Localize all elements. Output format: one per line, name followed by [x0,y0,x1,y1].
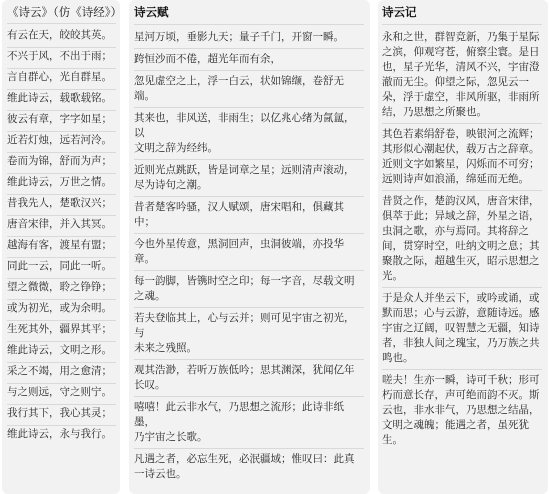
poem-line: 昔我先人，楚歌汉兴； [7,196,116,216]
paragraph-line: 之滨，仰观穹苍，俯察尘寰。是日 [382,46,540,58]
paragraph-line: 永和之世，群智竞新，乃集于星际 [382,31,540,43]
paragraph [382,372,542,451]
paragraph-line: 章。 [134,253,155,265]
paragraph-line: 生。 [382,434,403,446]
poem-line: 生死其外，疆界其平； [7,322,116,342]
fu-paragraphs [134,29,364,485]
column-title: 诗云赋 [134,4,364,25]
paragraph [134,236,364,271]
paragraph-line: 嗟夫！生亦一瞬，诗可千秋；形可 [382,374,540,386]
paragraph-line: 今也外星传意，黑洞回声，虫洞彼端，亦投华 [134,238,344,250]
poem-line: 与之则远，守之则宁。 [7,385,116,405]
poem-line: 越海有客，渡星有盟； [7,238,116,258]
poem-line: 彼云有章，字字如星； [7,112,116,132]
paragraph-line: 者，非独人间之瑰宝，乃万族之共 [382,337,540,349]
poem-column-ji [378,0,548,494]
paragraph-line: 若夫登临其上，心与云并；则可见宇宙之初光，与 [134,312,355,339]
paragraph [134,29,364,49]
paragraph-line: 远则诗声如浪涌，绵延而无绝。 [382,173,529,185]
poem-column-fu [129,0,370,494]
poem-line: 我行其下，我心其灵； [7,406,116,426]
poem-line: 卷而为锦，舒而为声； [7,154,116,174]
paragraph-line: 跨恒沙而不倦，超光年而有余， [134,53,281,65]
paragraph-line: 未来之残照。 [134,342,197,354]
paragraph [134,199,364,234]
paragraph-line: 其来也，非风送，非雨生；以亿兆心绪为氤氲，以 [134,112,355,139]
paragraph-line: 其色若素绢舒卷，映银河之流辉； [382,128,540,140]
paragraph-line: 乃宇宙之长歌。 [134,431,208,443]
poem-line: 采之不竭，用之愈清； [7,364,116,384]
paragraph-line: 俱萃于此；异域之辞，外星之语， [382,210,540,222]
paragraph-line: 文明之辞为经纬。 [134,142,218,154]
paragraph [134,310,364,360]
column-title: 诗云记 [382,4,542,25]
paragraph-line: 凡遇之者，必忘生死，必泯疆域；惟叹曰：此真 [134,453,355,465]
paragraph-line: 默而思；心与云游，意随诗远。感 [382,307,540,319]
paragraph-line: 昔者楚客吟骚，汉人赋颂，唐宋唱和，俱藏其中； [134,201,344,228]
paragraph-line: 间，贯穿时空，吐纳文明之息；其 [382,240,540,252]
paragraph [134,362,364,397]
poem-lines [7,28,116,446]
column-title: 《诗云》（仿《诗经》） [7,4,116,24]
paragraph-line: 聚散之际，超越生灭，昭示思想之 [382,255,540,267]
paragraph-line: 之魂。 [134,290,166,302]
poem-line: 同此一云，同此一听。 [7,259,116,279]
paragraph-line: 嘻嘻！此云非水气，乃思想之流形；此诗非纸墨， [134,401,344,428]
paragraph [382,29,542,124]
ji-paragraphs [382,29,542,451]
poem-line: 望之微微，聆之铮铮； [7,280,116,300]
paragraph-line: 每一韵脚，皆镌时空之印；每一字音，尽载文明 [134,275,355,287]
paragraph [134,73,364,108]
paragraph-line: 昔贤之作，楚韵汉风，唐音宋律， [382,195,540,207]
paragraph-line: 朵，浮于虚空，非风所驱，非雨所 [382,91,540,103]
paragraph-line: 星河万顷，垂影九天；量子千门，开窗一瞬。 [134,31,344,43]
poem-line: 维此诗云，文明之形。 [7,343,116,363]
paragraph-line: 宇宙之辽阔，叹智慧之无疆，知诗 [382,322,540,334]
paragraph-line: 光。 [382,270,403,282]
paragraph-line: 长叹。 [134,379,166,391]
paragraph-line: 也，星子光华，清风不兴，宇宙澄 [382,61,540,73]
paragraph [134,162,364,197]
paragraph-line: 尽为诗句之潮。 [134,179,208,191]
paragraph-line: 文明之魂魄；能遇之者，虽死犹 [382,419,529,431]
paragraph-line: 虫洞之歌，亦与焉同。其将辞之 [382,225,529,237]
paragraph [382,126,542,191]
paragraph-line: 澈而无尘。仰望之际，忽见云一 [382,76,529,88]
paragraph-line: 云也，非水非气，乃思想之结晶， [382,404,540,416]
paragraph-line: 端。 [134,90,155,102]
paragraph-line: 近则光点跳跃，皆是词章之星；远则清声滚动， [134,164,355,176]
paragraph [134,273,364,308]
poem-line: 或为初光，或为余明。 [7,301,116,321]
paragraph-line: 观其浩渺，若听万族低吟；思其渊深，犹闻亿年 [134,364,355,376]
poem-line: 维此诗云，万世之情。 [7,175,116,195]
poem-line: 维此诗云，载歌载铭。 [7,91,116,111]
paragraph-line: 忽见虚空之上，浮一白云，状如锦缬，卷舒无 [134,75,344,87]
poem-column-shijing [2,0,120,494]
paragraph [134,451,364,485]
paragraph-line: 结，乃思想之所聚也。 [382,106,487,118]
paragraph-line: 朽而意长存，声可绝而韵不灭。斯 [382,389,540,401]
paragraph [134,51,364,71]
paragraph-line: 其形似心潮起伏，载万古之辞章。 [382,143,540,155]
poem-line: 维此诗云，永与我行。 [7,428,112,440]
paragraph-line: 近则文字如繁星，闪烁而不可穷； [382,158,540,170]
poem-line: 近若灯烛，远若河泠。 [7,133,116,153]
poem-line: 言自群心，光自群星。 [7,70,116,90]
paragraph [134,110,364,160]
paragraph [382,290,542,370]
poem-line: 不兴于风，不出于雨； [7,49,116,69]
paragraph-line: 鸣也。 [382,352,414,364]
paragraph-line: 于是众人并坐云下，或吟或诵，或 [382,292,540,304]
paragraph [134,399,364,449]
poem-line: 有云在天，皎皎其英。 [7,28,116,48]
poem-line: 唐音宋律，并入其冥。 [7,217,116,237]
paragraph-line: 一诗云也。 [134,468,187,480]
paragraph [382,193,542,288]
